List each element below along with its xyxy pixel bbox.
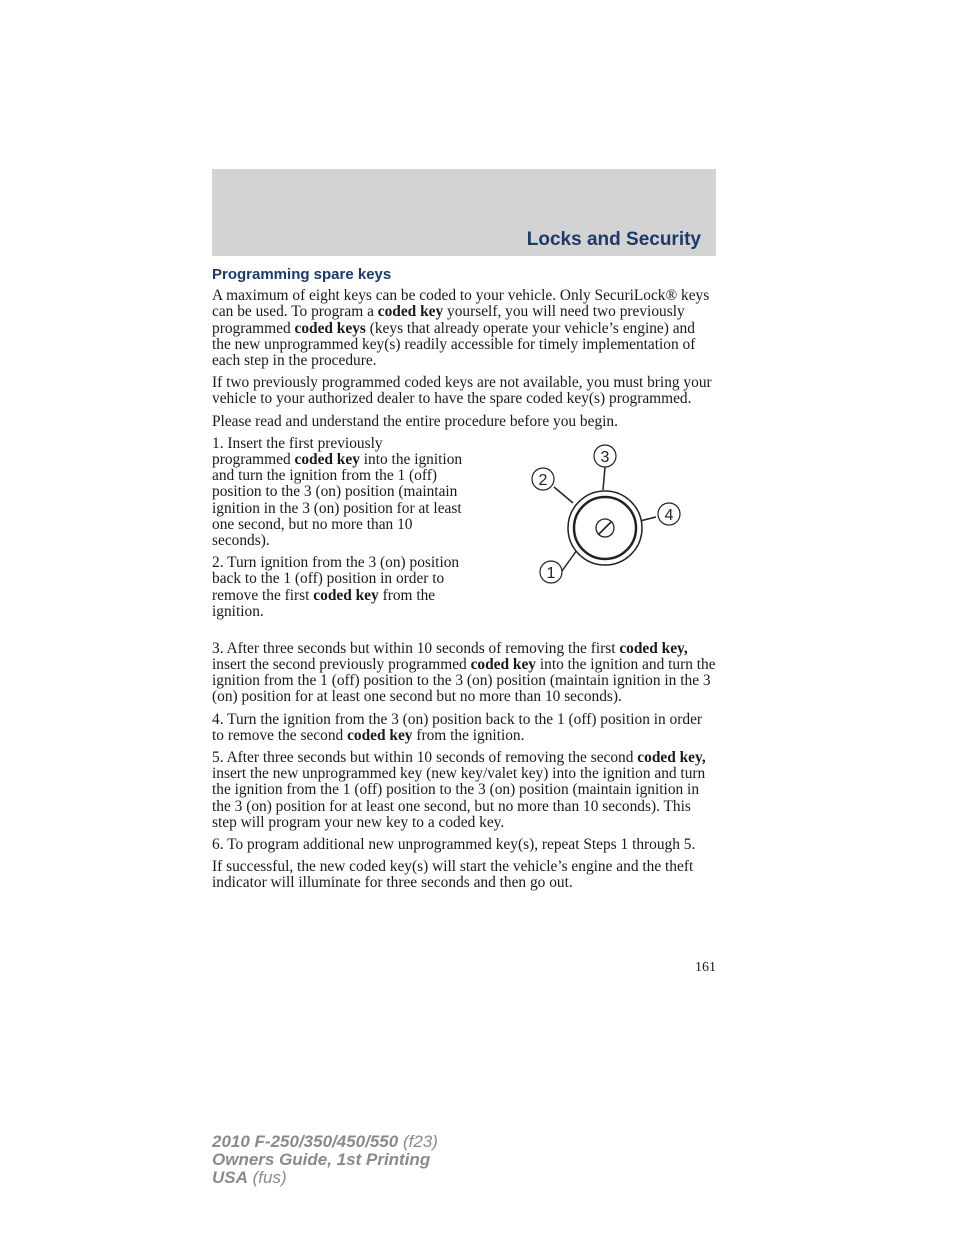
position-2-line	[554, 487, 573, 503]
emphasis-text: coded keys	[294, 319, 366, 337]
emphasis-text: coded key	[347, 726, 413, 744]
text-run: 6. To program additional new unprogrammed key(s), repeat Steps 1 through 5.	[212, 836, 696, 854]
text-run: yourself, you will need two previously programmed	[212, 303, 685, 337]
text-run: 5. After three seconds but within 10 seconds of removing the second	[212, 749, 638, 767]
text-run: A maximum of eight keys can be coded to your vehicle. Only SecuriLock® keys can be used. To program a	[212, 287, 710, 321]
text-run: 1. Insert the first previously programmed	[212, 434, 383, 469]
text-run: 2. Turn ignition from the 3 (on) position back to the 1 (off) position in order to remove the first	[212, 554, 460, 604]
emphasis-text: coded key	[313, 586, 379, 604]
step-2	[212, 555, 464, 620]
text-run: insert the new unprogrammed key (new key/valet key) into the ignition and turn the ignition from the 1 (off) position to the 3 (on) position (maintain ignition in the 3 (on) position for at least one second, but no more than 10 seconds). This step will program your new key to a coded key.	[212, 765, 706, 831]
subsection-heading: Programming spare keys	[212, 266, 392, 283]
read-procedure-paragraph	[212, 414, 716, 430]
text-run: 4. Turn the ignition from the 3 (on) position back to the 1 (off) position in order to remove the second	[212, 710, 703, 744]
text-run: If two previously programmed coded keys are not available, you must bring your vehicle to your authorized dealer to have the spare coded key(s) programmed.	[212, 374, 712, 408]
step-6	[212, 837, 716, 853]
intro-paragraph	[212, 288, 716, 369]
section-header-bar	[212, 169, 716, 256]
text-run: Please read and understand the entire procedure before you begin.	[212, 412, 618, 430]
emphasis-text: coded key	[294, 451, 360, 469]
emphasis-text: coded key	[470, 656, 537, 674]
ignition-positions-diagram	[517, 438, 697, 603]
position-3-line	[603, 467, 605, 490]
footer-model: 2010 F-250/350/450/550	[212, 1132, 399, 1151]
step-5	[212, 750, 716, 831]
closing-paragraph	[212, 859, 716, 891]
text-run: 3. After three seconds but within 10 seconds of removing the first	[212, 639, 620, 657]
step-3	[212, 641, 716, 706]
text-run: If successful, the new coded key(s) will start the vehicle’s engine and the theft indicator will illuminate for three seconds and then go out.	[212, 858, 694, 892]
text-run: (keys that already operate your vehicle’s engine) and the new unprogrammed key(s) readily accessible for timely implementation of each step in the procedure.	[212, 319, 696, 370]
text-run: from the ignition.	[212, 586, 436, 620]
text-run: from the ignition.	[412, 726, 525, 744]
steps-column	[212, 436, 464, 626]
footer-line-3	[212, 1169, 438, 1187]
document-footer	[212, 1133, 438, 1187]
label-1: 1	[546, 564, 556, 582]
steps-with-diagram	[212, 436, 716, 641]
footer-line-1	[212, 1133, 438, 1151]
position-1-line	[562, 550, 577, 571]
text-run: insert the second previously programmed	[212, 656, 471, 674]
step-1	[212, 436, 464, 549]
text-run: into the ignition and turn the ignition from the 1 (off) position to the 3 (on) position (maintain ignition in the 3 (on) position for at least one second but no more than 10 seconds).	[212, 656, 716, 706]
dealer-paragraph	[212, 375, 716, 407]
footer-model-code: (f23)	[398, 1132, 438, 1151]
footer-market-code: (fus)	[247, 1168, 287, 1187]
emphasis-text: coded key,	[619, 639, 688, 657]
page-number: 161	[695, 960, 716, 975]
footer-market: USA	[212, 1168, 248, 1187]
emphasis-text: coded key	[377, 303, 444, 321]
section-title: Locks and Security	[526, 229, 701, 250]
emphasis-text: coded key,	[637, 749, 706, 767]
text-run: into the ignition and turn the ignition from the 1 (off) position to the 3 (on) position (maintain ignition in the 3 (on) position for at least one second, but no more than 10 seconds).	[212, 451, 463, 550]
step-4	[212, 712, 716, 744]
footer-line-2: Owners Guide, 1st Printing	[212, 1150, 431, 1169]
label-2: 2	[538, 471, 548, 489]
page-content	[212, 267, 716, 898]
label-3: 3	[600, 448, 610, 466]
label-4: 4	[664, 506, 674, 524]
